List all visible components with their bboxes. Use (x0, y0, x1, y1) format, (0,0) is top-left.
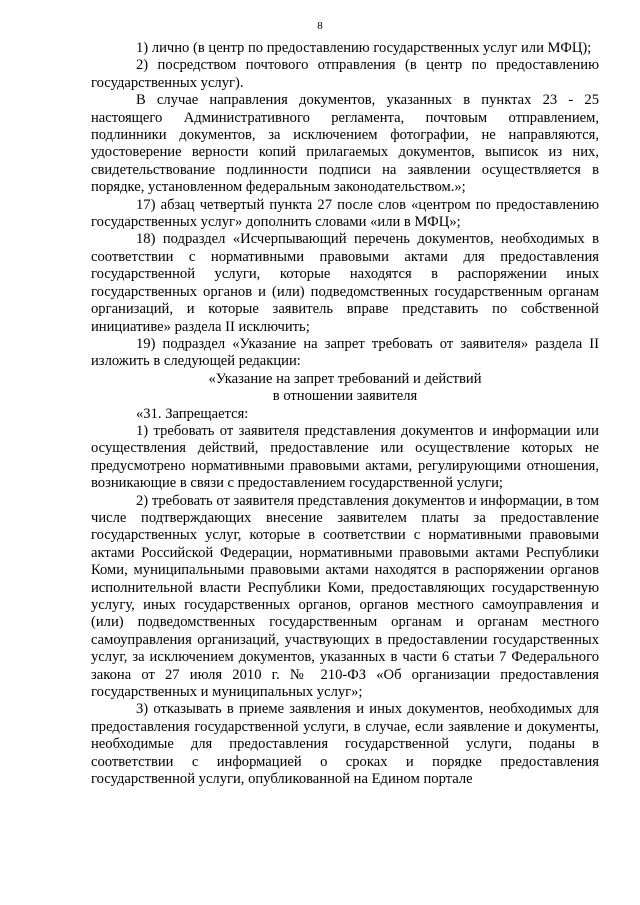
paragraph-item-2: 2) посредством почтового отправления (в центр по предоставлению государственных услуг). (91, 57, 599, 91)
section-heading-line-2: в отношении заявителя (272, 388, 418, 405)
page-number: 8 (317, 20, 323, 32)
paragraph-31-item-1: 1) требовать от заявителя представления документов и информации или осуществления действий, предоставление или осуществление которых не предусмотрено нормативными правовыми актами, регулирующими отношения, возникающие в связи с предоставлением государственной услуги; (91, 422, 599, 492)
paragraph-31-intro: «31. Запрещается: (136, 405, 249, 422)
paragraph-item-19: 19) подраздел «Указание на запрет требовать от заявителя» раздела II изложить в следующей редакции: (91, 335, 599, 370)
paragraph-item-18: 18) подраздел «Исчерпывающий перечень документов, необходимых в соответствии с нормативными правовыми актами для предоставления государственной услуги, которые находятся в распоряжении иных государственных органов и (или) подведомственных государственным органам организаций, и которые заявитель вправе представить по собственной инициативе» раздела II исключить; (91, 231, 599, 335)
section-heading-line-1: «Указание на запрет требований и действий (208, 370, 482, 387)
paragraph-31-item-2: 2) требовать от заявителя представления документов и информации, в том числе подтверждающих внесение заявителем платы за предоставление государственных услуг, которые в соответствии с нормативными правовыми актами Российской Федерации, нормативными правовыми актами Республики Коми, муниципальными правовыми актами находятся в распоряжении органов исполнительной власти Республики Коми, предоставляющих государственную услугу, иных государственных органов, органов местного самоуправления и (или) подведомственных государственным органам и органам местного самоуправления организаций, участвующих в предоставлении государственных услуг, за исключением документов, указанных в части 6 статьи 7 Федерального закона от 27 июля 2010 г. № 210-ФЗ «Об организации предоставления государственных и муниципальных услуг»; (91, 492, 599, 701)
paragraph-item-1: 1) лично (в центр по предоставлению государственных услуг или МФЦ); (136, 40, 592, 56)
paragraph-mail-documents: В случае направления документов, указанных в пунктах 23 - 25 настоящего Административного регламента, почтовым отправлением, подлинники документов, за исключением фотографии, не направляются, удостоверение верности копий прилагаемых документов, выписок из них, свидетельствование подлинности подписи на заявлении осуществляется в порядке, установленном федеральным законодательством.»; (91, 92, 599, 196)
document-body (91, 40, 599, 788)
paragraph-31-item-3: 3) отказывать в приеме заявления и иных документов, необходимых для предоставления государственной услуги, в случае, если заявление и документы, необходимые для предоставления государственной услуги, поданы в соответствии с информацией о сроках и порядке предоставления государственной услуги, опубликованной на Едином портале (91, 701, 599, 788)
paragraph-item-17: 17) абзац четвертый пункта 27 после слов «центром по предоставлению государственных услуг» дополнить словами «или в МФЦ»; (91, 196, 599, 231)
